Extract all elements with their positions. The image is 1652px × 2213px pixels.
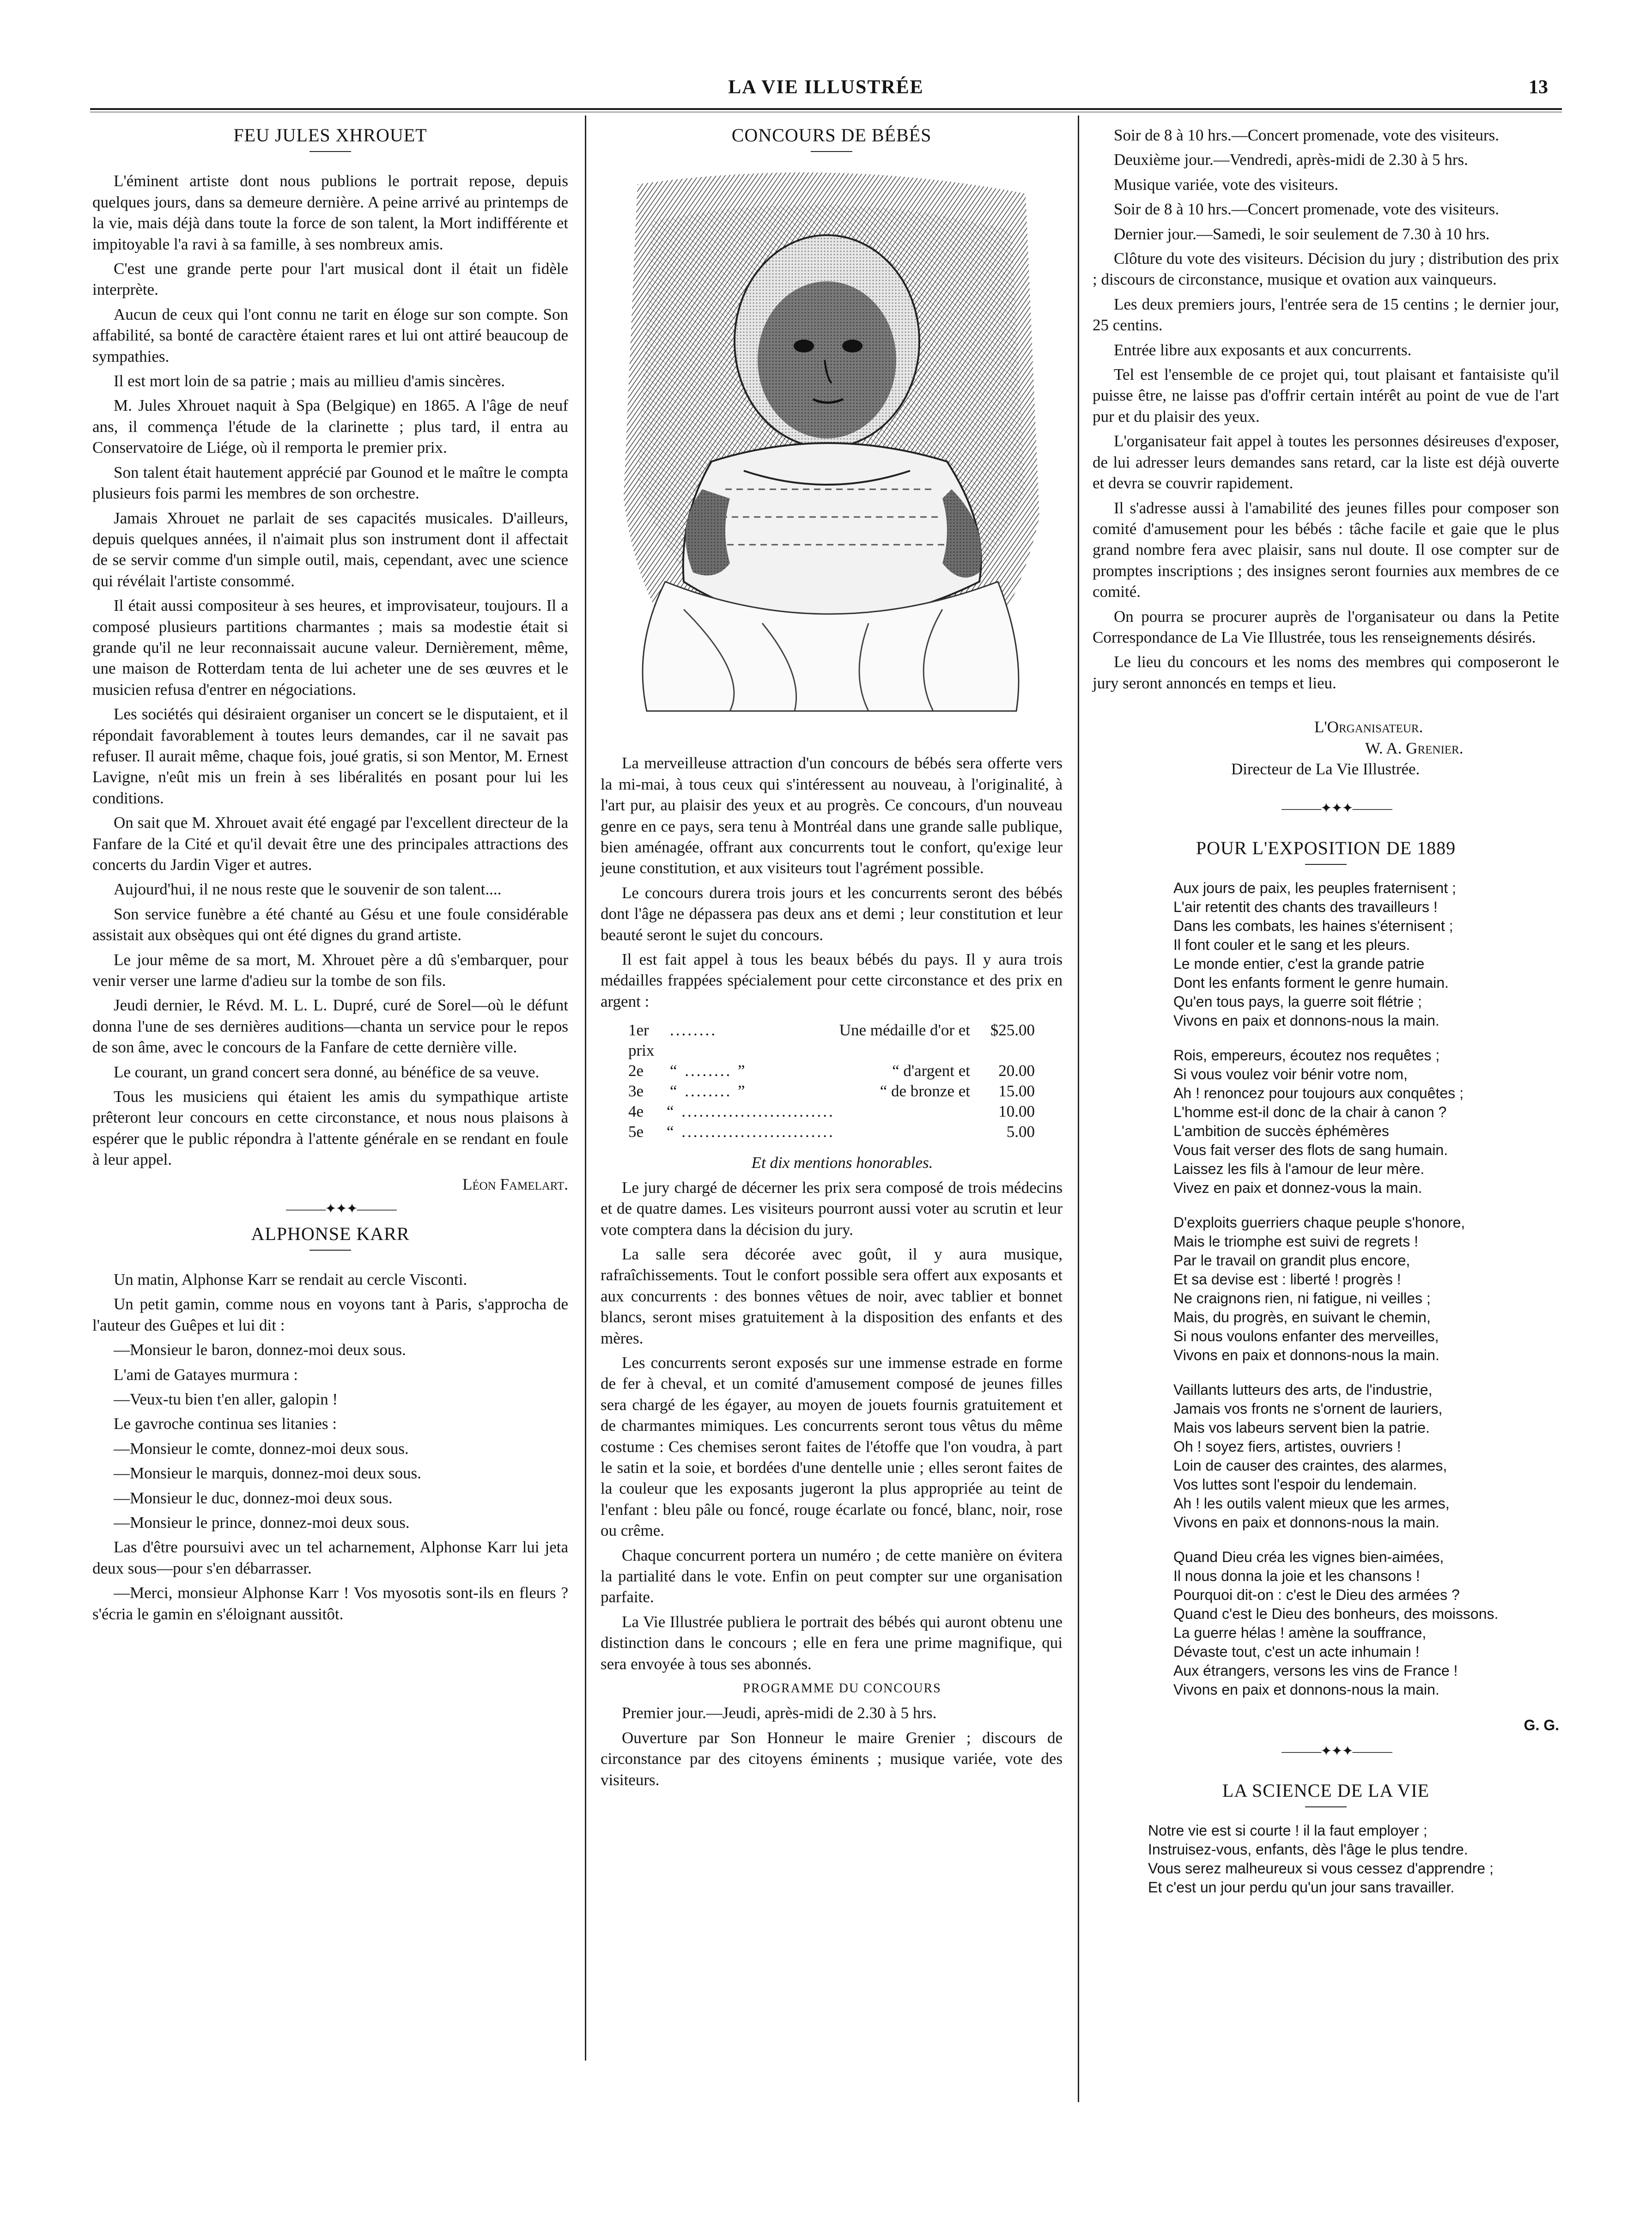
prize-row — [628, 1020, 1035, 1061]
poem-signature: G. G. — [1524, 1717, 1559, 1734]
poem-title: LA SCIENCE DE LA VIE — [1222, 1780, 1430, 1801]
paragraph: Un matin, Alphonse Karr se rendait au cercle Visconti. — [114, 1270, 468, 1289]
publication-title: LA VIE ILLUSTRÉE — [728, 77, 924, 98]
title-rule — [811, 151, 852, 152]
poem-line: Quand c'est le Dieu des bonheurs, des moissons. — [1173, 1605, 1499, 1623]
prize-list — [628, 1020, 1063, 1142]
paragraph: Tous les musiciens qui étaient les amis du sympathique artiste prêteront leur concours en cette circonstance, et nous nous plaisons à espérer que le public répondra à l'attente générale en se rendant en foule à leur appel. — [92, 1088, 568, 1169]
poem-stanza — [1173, 1213, 1559, 1365]
paragraph: Son service funèbre a été chanté au Gésu et une foule considérable assistait aux obsèques qui ont été dignes du grand artiste. — [92, 905, 568, 944]
poem-stanza — [1173, 1380, 1559, 1532]
title-rule — [310, 1250, 351, 1251]
paragraph: Aucun de ceux qui l'ont connu ne tarit en éloge sur son compte. Son affabilité, sa bonté de caractère étaient rares et lui ont attiré beaucoup de sympathies. — [92, 305, 568, 365]
paragraph: Soir de 8 à 10 hrs.—Concert promenade, vote des visiteurs. — [1114, 126, 1499, 144]
baby-illustration — [610, 166, 1053, 739]
paragraph: La merveilleuse attraction d'un concours de bébés sera offerte vers la mi-mai, à tous ceux qui s'intéressent au nouveau, à l'originalité, à l'art pur, au plaisir des yeux et au progrès. Ce concours, d'un nouveau genre en ce pays, sera tenu à Montréal dans une grande salle publique, bien aménagée, offrant aux concurrents tout le confort, qu'exige leur jeune constitution, et aux visiteurs tout l'agrément possible. — [601, 754, 1063, 877]
paragraph: —Monsieur le prince, donnez-moi deux sous. — [114, 1513, 410, 1532]
prize-amt: 10.00 — [998, 1102, 1035, 1121]
poem-line: Loin de causer des craintes, des alarmes, — [1173, 1457, 1447, 1474]
poem-line: Mais le triomphe est suivi de regrets ! — [1173, 1233, 1418, 1250]
poem-line: Il font couler et le sang et les pleurs. — [1173, 936, 1410, 954]
baby-engraving — [610, 166, 1053, 739]
paragraph: On pourra se procurer auprès de l'organisateur ou dans la Petite Correspondance de La Vie Illustrée, tous les renseignements désirés. — [1093, 607, 1559, 646]
prize-amt: 15.00 — [998, 1082, 1035, 1100]
prize-amt: 20.00 — [998, 1062, 1035, 1080]
poem-stanza — [1173, 1046, 1559, 1198]
prize-rank: 2e — [628, 1062, 644, 1080]
article-signature: Léon Famelart. — [462, 1175, 568, 1193]
paragraph: Le courant, un grand concert sera donné, au bénéfice de sa veuve. — [114, 1063, 540, 1081]
paragraph: Deuxième jour.—Vendredi, après-midi de 2.30 à 5 hrs. — [1114, 151, 1468, 169]
paragraph: Les sociétés qui désiraient organiser un concert se le disputaient, et il répondait favorablement à toutes leurs demandes, car il ne savait pas refuser. Il aurait même, chaque fois, joué gratis, si son Mentor, M. Ernest Lavigne, n'eût mis un frein à ses libéralités en posant pour lui les conditions. — [92, 705, 568, 807]
poem-line: Vous serez malheureux si vous cessez d'apprendre ; — [1148, 1860, 1494, 1877]
poem-title: POUR L'EXPOSITION DE 1889 — [1196, 837, 1456, 858]
poem-line: Mais, du progrès, en suivant le chemin, — [1173, 1309, 1431, 1326]
poem-line: Aux étrangers, versons les vins de France ! — [1173, 1662, 1458, 1679]
poem-line: Oh ! soyez fiers, artistes, ouvriers ! — [1173, 1438, 1401, 1455]
prize-rank: 5e — [628, 1123, 644, 1141]
poem-line: Instruisez-vous, enfants, dès l'âge le plus tendre. — [1148, 1841, 1468, 1858]
paragraph: L'éminent artiste dont nous publions le portrait repose, depuis quelques jours, dans sa demeure dernière. A peine arrivé au printemps de la vie, mais déjà dans toute la force de son talent, la Mort indifférente et impitoyable l'a ravi à sa famille, à ses nombreux amis. — [92, 172, 568, 253]
paragraph: Son talent était hautement apprécié par Gounod et le maître le compta plusieurs fois parmi les membres de son orchestre. — [92, 463, 568, 503]
paragraph: Entrée libre aux exposants et aux concurrents. — [1114, 340, 1412, 359]
article-body — [601, 753, 1063, 1012]
paragraph: Tel est l'ensemble de ce projet qui, tout plaisant et fantaisiste qu'il puisse être, ne laisse pas d'offrir certain intérêt au point de vue de l'art pur et du plaisir des yeux. — [1093, 365, 1559, 426]
programme-body — [601, 1702, 1063, 1790]
paragraph: —Monsieur le baron, donnez-moi deux sous. — [114, 1341, 406, 1359]
paragraph: Les deux premiers jours, l'entrée sera de 15 centins ; le dernier jour, 25 centins. — [1093, 295, 1559, 334]
poem-line: Vivons en paix et donnons-nous la main. — [1173, 1012, 1439, 1029]
section-ornament: ———✦✦✦——— — [1282, 801, 1391, 816]
poem-line: L'homme est-il donc de la chair à canon ? — [1173, 1104, 1447, 1121]
column-divider — [585, 116, 586, 2061]
paragraph: Clôture du vote des visiteurs. Décision du jury ; distribution des prix ; discours de circonstance, musique et ovation aux vainqueurs. — [1093, 249, 1559, 289]
page-number: 13 — [1529, 77, 1548, 98]
poem-line: Ah ! renoncez pour toujours aux conquêtes ; — [1173, 1085, 1464, 1102]
paragraph: Le lieu du concours et les noms des membres qui composeront le jury seront annoncés en temps et lieu. — [1093, 653, 1559, 692]
section-ornament: ———✦✦✦——— — [1282, 1743, 1391, 1759]
column-right — [1093, 125, 1559, 1913]
poem-line: Rois, empereurs, écoutez nos requêtes ; — [1173, 1047, 1440, 1064]
poem-line: Dont les enfants forment le genre humain. — [1173, 974, 1449, 991]
column-left — [92, 125, 568, 1628]
paragraph: M. Jules Xhrouet naquit à Spa (Belgique) en 1865. A l'âge de neuf ans, il commença l'étude de la clarinette ; plus tard, il entra au Conservatoire de Liége, où il remporta le premier prix. — [92, 396, 568, 457]
poem-line: Vivons en paix et donnons-nous la main. — [1173, 1514, 1439, 1531]
poem-line: Dans les combats, les haines s'éternisent ; — [1173, 918, 1453, 935]
article-title: FEU JULES XHROUET — [233, 125, 427, 146]
paragraph: Premier jour.—Jeudi, après-midi de 2.30 à 5 hrs. — [622, 1704, 937, 1722]
signature-role: L'Organisateur. — [1314, 718, 1423, 736]
poem-line: Ah ! les outils valent mieux que les armes, — [1173, 1495, 1450, 1512]
running-header — [90, 76, 1562, 109]
paragraph: L'organisateur fait appel à toutes les personnes désireuses d'exposer, de lui adresser leurs demandes sans retard, car la liste est déjà ouverte et devra se couvrir rapidement. — [1093, 432, 1559, 492]
signature-name: W. A. Grenier. — [1365, 739, 1464, 757]
paragraph: Ouverture par Son Honneur le maire Grenier ; discours de circonstance par des citoyens éminents ; musique variée, vote des visiteurs. — [601, 1728, 1063, 1789]
signature-title: Directeur de La Vie Illustrée. — [1231, 760, 1420, 778]
paragraph: —Monsieur le duc, donnez-moi deux sous. — [114, 1489, 393, 1507]
prize-row — [628, 1081, 1035, 1101]
poem-line: Et sa devise est : liberté ! progrès ! — [1173, 1271, 1401, 1288]
header-rule — [90, 108, 1562, 110]
paragraph: Le jour même de sa mort, M. Xhrouet père a dû s'embarquer, pour venir verser une larme d'adieu sur la tombe de son fils. — [92, 950, 568, 990]
poem-line: L'air retentit des chants des travailleurs ! — [1173, 899, 1438, 916]
prize-rank: 4e — [628, 1102, 644, 1121]
prize-row — [628, 1061, 1035, 1081]
title-rule — [1305, 1806, 1347, 1807]
poem-line: Ne craignons rien, ni fatigue, ni veilles ; — [1173, 1290, 1431, 1307]
article-body — [1093, 125, 1559, 693]
paragraph: Il s'adresse aussi à l'amabilité des jeunes filles pour composer son comité d'amusement pour les bébés : tâche facile et gaie que le plus grand nombre fera avec plaisir, sans nul doute. Il ose compter sur de promptes inscriptions ; des insignes seront fournies aux membres de ce comité. — [1093, 499, 1559, 601]
paragraph: C'est une grande perte pour l'art musical dont il était un fidèle interprète. — [92, 260, 568, 299]
section-ornament: ———✦✦✦——— — [286, 1201, 396, 1217]
paragraph: Le gavroche continua ses litanies : — [114, 1415, 337, 1433]
article-title: ALPHONSE KARR — [251, 1223, 410, 1244]
paragraph: —Merci, monsieur Alphonse Karr ! Vos myosotis sont-ils en fleurs ? s'écria le gamin en s'éloignant aussitôt. — [92, 1584, 568, 1623]
prize-desc: “ de bronze et — [880, 1082, 970, 1100]
prize-dots: ........ — [670, 1021, 717, 1040]
column-divider — [1078, 116, 1079, 2102]
paragraph: —Monsieur le marquis, donnez-moi deux sous. — [114, 1464, 421, 1483]
poem-line: Vos luttes sont l'espoir du lendemain. — [1173, 1476, 1417, 1493]
paragraph: L'ami de Gatayes murmura : — [114, 1365, 298, 1384]
poem-line: Aux jours de paix, les peuples fraternisent ; — [1173, 880, 1456, 897]
poem-line: Notre vie est si courte ! il la faut employer ; — [1148, 1822, 1427, 1839]
prize-desc — [835, 1101, 975, 1122]
paragraph: Musique variée, vote des visiteurs. — [1114, 175, 1339, 194]
paragraph: Las d'être poursuivi avec un tel acharnement, Alphonse Karr lui jeta deux sous—pour s'en débarrasser. — [92, 1538, 568, 1577]
paragraph: La Vie Illustrée publiera le portrait des bébés qui auront obtenu une distinction dans le concours ; elle en fera une prime magnifique, qui sera envoyée à tous ses abonnés. — [601, 1612, 1063, 1673]
column-center — [601, 125, 1063, 1794]
paragraph: —Veux-tu bien t'en aller, galopin ! — [114, 1390, 338, 1408]
paragraph: Il est fait appel à tous les beaux bébés du pays. Il y aura trois médailles frappées spécialement pour cette circonstance et des prix en argent : — [601, 950, 1063, 1010]
poem-line: Quand Dieu créa les vignes bien-aimées, — [1173, 1549, 1444, 1566]
paragraph: Il est mort loin de sa patrie ; mais au millieu d'amis sincères. — [114, 372, 505, 390]
paragraph: Dernier jour.—Samedi, le soir seulement de 7.30 à 10 hrs. — [1114, 225, 1490, 243]
paragraph: Aujourd'hui, il ne nous reste que le souvenir de son talent.... — [114, 880, 502, 899]
poem-line: Si nous voulons enfanter des merveilles, — [1173, 1328, 1439, 1345]
organizer-signature — [1093, 717, 1559, 779]
prize-amt: $25.00 — [990, 1021, 1035, 1040]
poem-line: La guerre hélas ! amène la souffrance, — [1173, 1624, 1427, 1642]
poem-line: Mais vos labeurs servent bien la patrie. — [1173, 1419, 1430, 1436]
poem-line: Le monde entier, c'est la grande patrie — [1173, 955, 1425, 973]
poem-line: Dévaste tout, c'est un acte inhumain ! — [1173, 1643, 1420, 1660]
poem-line: Vivons en paix et donnons-nous la main. — [1173, 1681, 1439, 1698]
poem-stanza — [1173, 1548, 1559, 1699]
poem-stanza — [1148, 1821, 1559, 1897]
poem-line: Laissez les fils à l'amour de leur mère. — [1173, 1161, 1425, 1178]
programme-title: PROGRAMME DU CONCOURS — [743, 1681, 941, 1696]
paragraph: On sait que M. Xhrouet avait été engagé par l'excellent directeur de la Fanfare de la Cité et qu'il devait être une des principales attractions des concerts du Jardin Viger et autres. — [92, 814, 568, 874]
prize-dots: “ ........ ” — [670, 1062, 747, 1080]
prize-dots: “ .......................... — [666, 1123, 835, 1141]
poem-science — [1148, 1821, 1559, 1897]
title-rule — [1305, 864, 1347, 865]
poem-line: L'ambition de succès éphémères — [1173, 1123, 1389, 1140]
poem-line: Vivez en paix et donnez-vous la main. — [1173, 1179, 1422, 1197]
prize-desc: “ d'argent et — [892, 1062, 970, 1080]
article-body — [92, 170, 568, 1170]
prize-rank: 3e — [628, 1082, 644, 1100]
prize-desc — [835, 1122, 975, 1142]
article-body — [601, 1177, 1063, 1674]
honorable-mentions: Et dix mentions honorables. — [751, 1154, 933, 1172]
title-rule — [310, 151, 351, 152]
paragraph: Le jury chargé de décerner les prix sera composé de trois médecins et de quatre dames. Les visiteurs pourront aussi voter au scrutin et leur vote comptera dans la décision du jury. — [601, 1178, 1063, 1239]
poem-line: Il nous donna la joie et les chansons ! — [1173, 1568, 1420, 1585]
poem-line: Et c'est un jour perdu qu'un jour sans travailler. — [1148, 1879, 1455, 1896]
poem-line: Pourquoi dit-on : c'est le Dieu des armées ? — [1173, 1587, 1460, 1604]
paragraph: Jamais Xhrouet ne parlait de ses capacités musicales. D'ailleurs, depuis quelques années, il n'aimait plus son instrument dont il affectait de se servir comme d'un simple outil, mais, cependant, avec une science qui révélait l'artiste consommé. — [92, 509, 568, 590]
paragraph: —Monsieur le comte, donnez-moi deux sous. — [114, 1439, 409, 1458]
poem-line: Jamais vos fronts ne s'ornent de lauriers, — [1173, 1400, 1443, 1417]
poem-stanza — [1173, 879, 1559, 1030]
poem-line: Vivons en paix et donnons-nous la main. — [1173, 1347, 1439, 1364]
prize-rank: 1er prix — [628, 1021, 655, 1060]
article-title: CONCOURS DE BÉBÉS — [731, 125, 932, 146]
paragraph: Le concours durera trois jours et les concurrents seront des bébés dont l'âge ne dépassera pas deux ans et demi ; leur constitution et leur beauté seront le sujet du concours. — [601, 883, 1063, 944]
prize-dots: “ ........ ” — [670, 1082, 747, 1100]
paragraph: Soir de 8 à 10 hrs.—Concert promenade, vote des visiteurs. — [1114, 200, 1499, 219]
prize-amt: 5.00 — [1006, 1123, 1035, 1141]
poem-exposition — [1173, 879, 1559, 1699]
paragraph: Les concurrents seront exposés sur une immense estrade en forme de fer à cheval, et un comité d'amusement composé de jeunes filles sera chargé de les égayer, au moyen de jouets fournis gratuitement et de charmantes mimiques. Les concurrents seront tous vêtus du même costume : Ces chemises seront faites de l'étoffe que l'on voudra, à part le satin et la soie, et bordées d'une dentelle unie ; elles seront faites de la couleur que les exposants jugeront la plus appropriée au teint de l'enfant : bleu pâle ou foncé, rouge écarlate ou foncé, blanc, noir, rose ou crême. — [601, 1353, 1063, 1540]
paragraph: Il était aussi compositeur à ses heures, et improvisateur, toujours. Il a composé plusieurs partitions charmantes ; mais sa modestie était si grande qu'il ne leur reconnaissait aucune valeur. Dernièrement, même, une maison de Rotterdam tenta de lui acheter une de ses œuvres et le musicien refusa d'entrer en négociations. — [92, 596, 568, 699]
poem-line: D'exploits guerriers chaque peuple s'honore, — [1173, 1214, 1465, 1231]
poem-line: Qu'en tous pays, la guerre soit flétrie ; — [1173, 993, 1422, 1010]
poem-line: Par le travail on grandit plus encore, — [1173, 1252, 1410, 1269]
prize-dots: “ .......................... — [666, 1102, 835, 1121]
paragraph: Chaque concurrent portera un numéro ; de cette manière on évitera la partialité dans le vote. Enfin on peut compter sur une organisation parfaite. — [601, 1546, 1063, 1606]
paragraph: Un petit gamin, comme nous en voyons tant à Paris, s'approcha de l'auteur des Guêpes et lui dit : — [92, 1295, 568, 1334]
poem-line: Vous fait verser des flots de sang humain. — [1173, 1142, 1448, 1159]
paragraph: La salle sera décorée avec goût, il y aura musique, rafraîchissements. Tout le confort possible sera offert aux exposants et aux concurrents : des bonnes vêtues de noir, avec tablier et bonnet blancs, seront mises gratuitement à la disposition des enfants et des mères. — [601, 1245, 1063, 1347]
article-body — [92, 1269, 568, 1624]
poem-line: Si vous voulez voir bénir votre nom, — [1173, 1066, 1408, 1083]
paragraph: Jeudi dernier, le Révd. M. L. L. Dupré, curé de Sorel—où le défunt donna l'une de ses dernières auditions—chanta un service pour le repos de son âme, avec le concours de la Fanfare de cette dernière ville. — [92, 996, 568, 1057]
prize-row — [628, 1122, 1035, 1142]
prize-row — [628, 1101, 1035, 1122]
prize-desc: Une médaille d'or et — [839, 1021, 970, 1040]
poem-line: Vaillants lutteurs des arts, de l'industrie, — [1173, 1381, 1433, 1398]
